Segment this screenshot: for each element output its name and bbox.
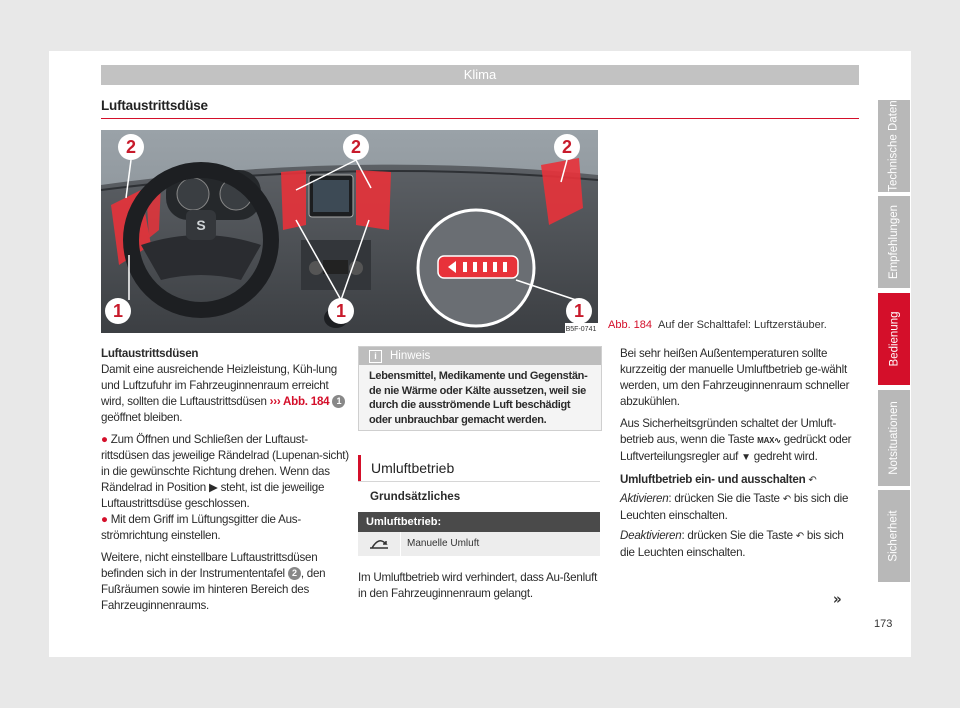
right-paragraph-1: Bei sehr heißen Außentemperaturen sollte kurzzeitig der manuelle Umluftbetrieb ge-wählt werden, um den Fahrzeuginnenraum schneller abzukühlen. <box>620 347 850 408</box>
figure-caption-text: Auf der Schalttafel: Luftzerstäuber. <box>658 319 827 331</box>
callout-2-left <box>118 134 144 160</box>
tab-sicherheit[interactable]: Sicherheit <box>878 490 910 582</box>
column-left <box>101 346 351 620</box>
bullet-item-2: ● Mit dem Griff im Lüftungsgitter die Aus-strömrichtung einstellen. <box>101 513 301 542</box>
umluft-table <box>358 512 600 556</box>
svg-text:2: 2 <box>350 137 362 157</box>
activate-instruction: Aktivieren: drücken Sie die Taste ↶ bis sich die Leuchten einschalten. <box>620 492 849 522</box>
tab-bedienung[interactable]: Bedienung <box>878 293 910 385</box>
image-code: B5F-0741 <box>565 326 597 333</box>
tab-notsituationen[interactable]: Notsituationen <box>878 390 910 486</box>
section-divider <box>101 118 859 119</box>
section-title: Luftaustrittsdüse <box>101 98 208 113</box>
toggle-heading: Umluftbetrieb ein- und ausschalten <box>620 473 806 486</box>
windshield-defrost-icon: ▼ <box>741 452 751 463</box>
table-cell-label: Manuelle Umluft <box>400 532 479 556</box>
svg-text:1: 1 <box>335 301 347 321</box>
right-paragraph-2: Aus Sicherheitsgründen schaltet der Umluft-betrieb aus, wenn die Taste MAX∿ gedrückt oder Luftverteilungsregler auf ▼ gedreht wird. <box>620 417 852 463</box>
vents-paragraph-1: Damit eine ausreichende Heizleistung, Küh-lung und Luftzufuhr im Fahrzeuginnenraum erreicht wird, sollten die Luftaustrittsdüsen ››› Abb. 184 1 geöffnet bleiben. <box>101 362 351 426</box>
page-number: 173 <box>874 618 893 630</box>
umluft-subheading: Grundsätzliches <box>370 490 461 503</box>
chapter-header: Klima <box>101 65 859 85</box>
tab-technische-daten[interactable]: Technische Daten <box>878 100 910 192</box>
tab-empfehlungen[interactable]: Empfehlungen <box>878 196 910 288</box>
play-triangle-icon: ▶ <box>208 481 218 494</box>
callout-1-left <box>105 298 131 324</box>
vents-heading: Luftaustrittsdüsen <box>101 347 199 360</box>
info-icon: i <box>369 350 382 363</box>
svg-text:2: 2 <box>561 137 573 157</box>
svg-text:S: S <box>196 217 206 233</box>
max-defrost-icon: MAX∿ <box>757 436 781 445</box>
center-left-vent <box>281 170 306 230</box>
bullet-icon: ● <box>101 513 108 526</box>
svg-text:1: 1 <box>112 301 124 321</box>
column-right <box>620 346 860 567</box>
recirculation-icon <box>358 538 400 550</box>
figure-ref: Abb. 184 <box>608 319 653 331</box>
vents-paragraph-2: Weitere, nicht einstellbare Luftaustrittsdüsen befinden sich in der Instrumententafel 2 , den Fußräumen sowie im hinteren Bereich des Fahrzeuginnenraums. <box>101 551 326 612</box>
callout-2-center <box>343 134 369 160</box>
callout-badge-2: 2 <box>288 567 301 580</box>
callout-2-right <box>554 134 580 160</box>
dashboard-figure <box>101 130 598 333</box>
callout-1-center <box>328 298 354 324</box>
figure-link[interactable]: ››› Abb. 184 <box>269 395 330 408</box>
table-header: Umluftbetrieb: <box>358 512 600 532</box>
recirculation-icon: ↶ <box>782 494 791 505</box>
figure-caption <box>608 319 827 331</box>
bullet-icon: ● <box>101 433 108 446</box>
bullet-item-1: ● Zum Öffnen und Schließen der Luftaust-rittsdüsen das jeweilige Rändelrad (Lupenan-sicht) in die gewünschte Richtung drehen. Wenn das Rändelrad in Position ▶ steht, ist die jeweilige Luftaustrittsdüse geschlossen. <box>101 433 349 510</box>
table-row <box>358 532 600 556</box>
deactivate-instruction: Deaktivieren: drücken Sie die Taste ↶ bis sich die Leuchten einschalten. <box>620 529 844 559</box>
callout-1-right <box>566 298 592 324</box>
svg-text:2: 2 <box>125 137 137 157</box>
center-right-vent <box>356 170 391 230</box>
umluft-divider <box>358 481 600 482</box>
note-box <box>358 346 602 431</box>
note-header: i Hinweis <box>359 347 601 365</box>
dashboard-illustration <box>101 130 598 333</box>
callout-badge-1: 1 <box>332 395 345 408</box>
umluft-text: Im Umluftbetrieb wird verhindert, dass Au-ßenluft in den Fahrzeuginnenraum gelangt. <box>358 571 598 600</box>
note-text: Lebensmittel, Medikamente und Gegenstän-de nie Wärme oder Kälte aussetzen, weil sie durch die ausströmende Luft beschädigt oder unbrauchbar gemacht werden. <box>369 370 588 426</box>
recirculation-icon: ↶ <box>808 475 817 486</box>
umluft-heading: Umluftbetrieb <box>358 455 613 481</box>
recirculation-icon: ↶ <box>795 531 804 542</box>
continue-arrow-icon: » <box>833 590 842 608</box>
svg-text:1: 1 <box>573 301 585 321</box>
